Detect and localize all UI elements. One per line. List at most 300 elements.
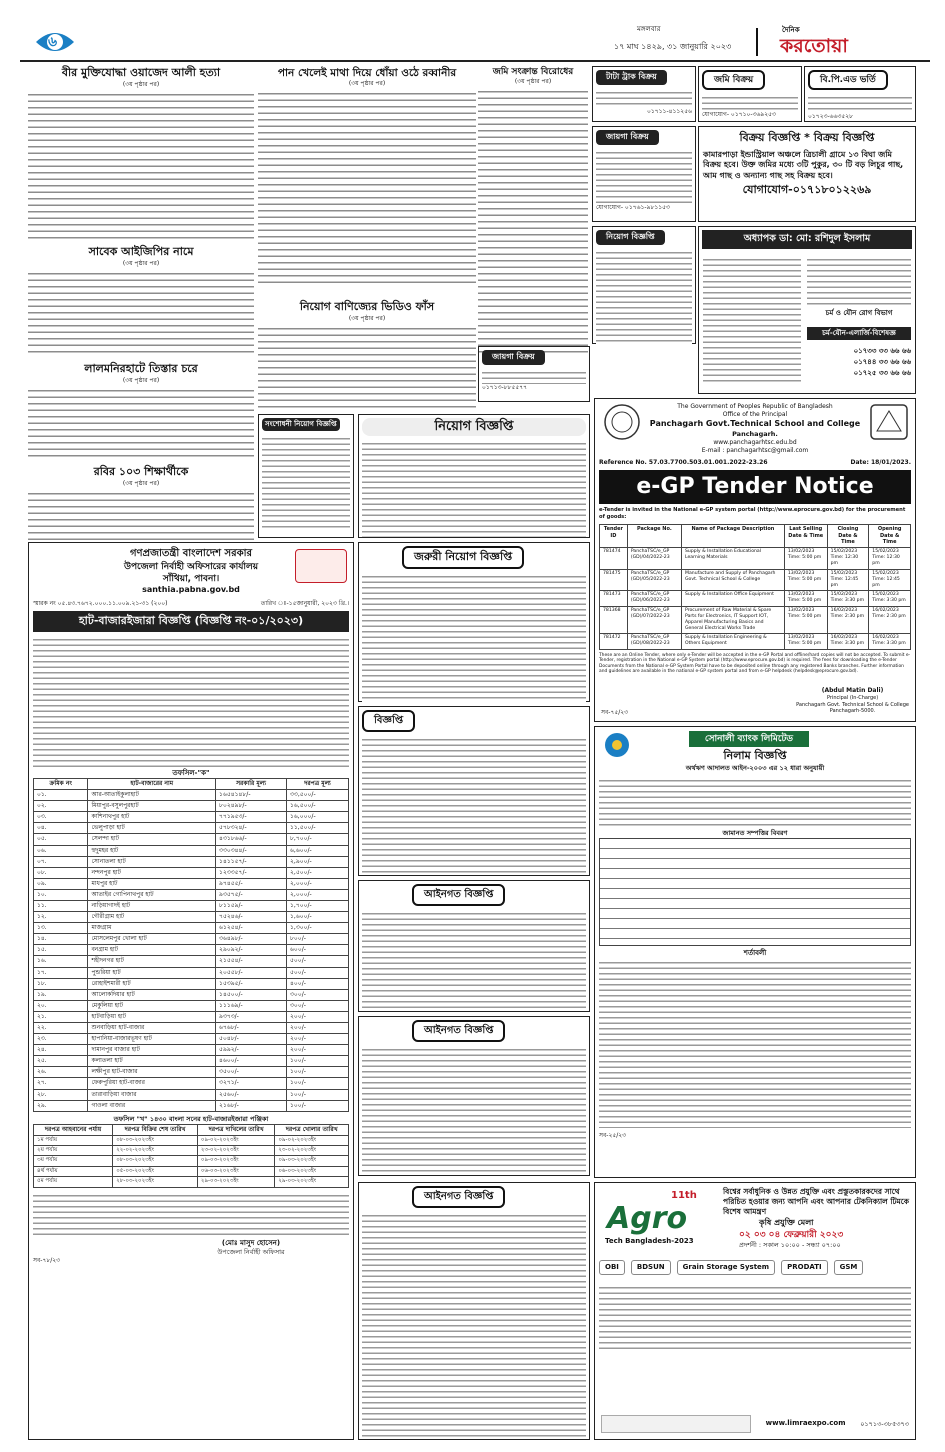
table-row xyxy=(34,1089,349,1100)
article-sub: (৩য় পৃষ্ঠার পর) xyxy=(122,376,160,384)
classified-title: বি.পি.এড ভর্তি xyxy=(808,70,888,90)
table-row xyxy=(34,801,349,812)
table-cell: ১০০/- xyxy=(287,1056,349,1067)
table-cell: ২৯-০৩-২০২৩ইং xyxy=(197,1177,274,1187)
legal-notice-1 xyxy=(358,880,590,1012)
notice-body xyxy=(33,635,349,767)
tender-email: E-mail : panchagarhtsc@gmail.com xyxy=(701,446,809,454)
auction-table-title: জামানত সম্পত্তির বিবরণ xyxy=(722,828,788,837)
school-logo-icon xyxy=(869,403,909,441)
table-cell: ৮১১৫৯/- xyxy=(216,900,287,911)
article-sub: (৩য় পৃষ্ঠার পর) xyxy=(122,479,160,487)
table-cell: ২০০/- xyxy=(287,1023,349,1034)
table-cell: PanchaTSC/e_GP (GD)/06/2022-23 xyxy=(627,591,681,606)
ad-title: জরুরী নিয়োগ বিজ্ঞপ্তি xyxy=(402,546,524,569)
sponsor-logo: GSM xyxy=(834,1260,864,1275)
table-cell: Supply & Installation Office Equipment xyxy=(682,591,785,606)
table-cell: PanchaTSC/e_GP (GD)/07/2022-23 xyxy=(627,606,681,634)
recruitment-main-ad xyxy=(358,414,590,538)
office-website: santhia.pabna.gov.bd xyxy=(142,584,240,594)
table-cell: ফেরুপুরিয়া হাট-বাজার xyxy=(88,1078,216,1089)
article-body xyxy=(28,488,254,540)
legal-notice-3 xyxy=(358,1182,590,1440)
classified-recruitment xyxy=(592,226,696,344)
table-cell: 15/02/2023 Time: 3:30 pm xyxy=(869,591,911,606)
doctor-dept: চর্ম ও যৌন রোগ বিভাগ xyxy=(825,309,893,317)
classified-body xyxy=(702,93,798,111)
article-body xyxy=(28,268,254,356)
article-sub: (৩য় পৃষ্ঠার পর) xyxy=(514,78,552,86)
notice-ad xyxy=(358,706,590,876)
table-cell: ০৩. xyxy=(34,812,88,823)
table-row xyxy=(34,1045,349,1056)
signature-role: উপজেলা নির্বাহী অফিসার xyxy=(217,1248,285,1257)
table-cell: ১৪. xyxy=(34,934,88,945)
banner-title: বিক্রয় বিজ্ঞপ্তি * বিক্রয় বিজ্ঞপ্তি xyxy=(739,131,875,144)
sponsor-logo: PRODATI xyxy=(781,1260,828,1275)
table-cell: লক্ষীপুর হাট-বাজার xyxy=(88,1067,216,1078)
agro-logos xyxy=(601,1415,751,1433)
hat-bazar-notice xyxy=(28,542,354,1440)
table-row xyxy=(34,856,349,867)
auction-title: নিলাম বিজ্ঞপ্তি xyxy=(723,749,787,763)
table-cell: ০১. xyxy=(34,790,88,801)
page-number: ৬ xyxy=(48,34,58,50)
table-cell: ২৯০৯২/- xyxy=(216,945,287,956)
table-cell: বনগ্রাম হাট xyxy=(88,945,216,956)
table-cell: ৬০০/- xyxy=(287,945,349,956)
tender-footer: These are an Online Tender, where only e-Tender will be accepted in the e-GP Portal and offline/hard copies will not be accepted. To submit e-Tender, registration in the National e-GP System portal (http://www.eprocure.gov.bd) is required. The fees for downloading the e-Tender Documents from the National e-GP System Portal have to be deposited online through any registered Banks branches. Further information and guidelines are available in the national e-GP system portal and from e-GP helpdesk (helpdesk@eprocure.gov.bd). xyxy=(599,652,911,675)
table-cell: 781368 xyxy=(600,606,628,634)
table-cell: Manufacture and Supply of Panchagarh Govt. Technical School & College xyxy=(682,569,785,591)
table-cell: ২,০০০/- xyxy=(287,889,349,900)
tender-sign-school: Panchagarh Govt. Technical School & College xyxy=(796,701,909,708)
table-cell: ২২. xyxy=(34,1023,88,1034)
egp-tender-notice xyxy=(594,398,916,722)
table-row xyxy=(600,606,911,634)
table-cell: গৌরীগ্রাম হাট xyxy=(88,912,216,923)
issue-date: ১৭ মাঘ ১৪২৯, ৩১ জানুয়ারি ২০২৩ xyxy=(614,42,732,51)
notice-footer-body xyxy=(33,1191,349,1235)
table-cell: ১,৩০০/- xyxy=(287,923,349,934)
article-sub: (৩য় পৃষ্ঠার পর) xyxy=(348,80,386,88)
memo-number: স্মারক নং ০৫.৪৩.৭৬৭২.০০০.১১.০০৯.২১-৩১ (২০০) xyxy=(33,599,168,607)
classified-phone: ০১৭২৩-৬৬৩৫২৮ xyxy=(808,113,854,121)
agro-brand xyxy=(601,1187,719,1251)
doctor-specialty: চর্ম-যৌন-এলার্জি-বিশেষজ্ঞ xyxy=(807,327,911,340)
banner-sale-notice xyxy=(698,126,916,222)
table-cell: ১৮. xyxy=(34,978,88,989)
table-cell: কাশিনাথপুর হাট xyxy=(88,812,216,823)
ad-body xyxy=(362,1045,586,1175)
table-cell: ১৯. xyxy=(34,989,88,1000)
table-cell: 13/02/2023 Time: 5:00 pm xyxy=(784,591,827,606)
table-cell: নাড়িয়াগাদই হাট xyxy=(88,900,216,911)
table-cell: হাপানিয়া-বাজারভূষণ হাট xyxy=(88,1034,216,1045)
table-cell: Supply & Installation Engineering & Others Equipment xyxy=(682,634,785,649)
table-row xyxy=(34,878,349,889)
table-cell: ১১. xyxy=(34,900,88,911)
col-header: সরকারি মূল্য xyxy=(216,778,287,789)
ad-code: সব-২৫/২৩ xyxy=(599,1131,627,1139)
article-title: জমি সংক্রান্ত বিরোধের xyxy=(492,67,574,77)
table-cell: 16/02/2023 Time: 2:30 pm xyxy=(827,606,869,634)
tender-date: Date: 18/01/2023. xyxy=(850,458,911,466)
tender-office: Office of the Principal xyxy=(722,411,788,419)
table-cell: ২৬. xyxy=(34,1067,88,1078)
table-row xyxy=(34,1135,349,1145)
table-row xyxy=(34,912,349,923)
col-header: Tender ID xyxy=(600,524,628,547)
notice-title: হাট-বাজারইজারা বিজ্ঞপ্তি (বিজ্ঞপ্তি নং-০১/২০২৩) xyxy=(33,611,349,632)
table-row xyxy=(34,900,349,911)
table-cell: ০৯-০৩-২০২৩ইং xyxy=(197,1156,274,1166)
col-header: Package No. xyxy=(627,524,681,547)
table-cell: হাটবাড়িয়া হাট xyxy=(88,1011,216,1022)
sponsor-logo: OBI xyxy=(599,1260,625,1275)
doctor-phone: ০১৭২৫ ৩৩ ৬৬ ৬৬ xyxy=(853,369,911,377)
table-cell: ৬১২৫৪/- xyxy=(216,923,287,934)
table-cell: শুনবাড়িয়া হাট-বাজার xyxy=(88,1023,216,1034)
col-header: Opening Date & Time xyxy=(869,524,911,547)
table-cell: মোসলেমপুর খোলা হাট xyxy=(88,934,216,945)
table-cell: সেলন্দা হাট xyxy=(88,834,216,845)
amendment-recruitment-ad xyxy=(258,414,354,538)
tender-ref: Reference No. 57.03.7700.503.01.001.2022-23.26 xyxy=(599,458,768,466)
doctor-phone: ০১৭৪৪ ৩৩ ৬৬ ৬৬ xyxy=(853,358,911,366)
table-cell: ৫০০/- xyxy=(287,956,349,967)
table-cell: ১,৬০০/- xyxy=(287,912,349,923)
table-cell: সোনাতলা হাট xyxy=(88,856,216,867)
table-cell: ১০০/- xyxy=(287,1100,349,1111)
table-cell: ২৯-০৩-২০২৩ইং xyxy=(275,1177,349,1187)
table-cell: ১২৩৩৫৭/- xyxy=(216,867,287,878)
table-cell: দামানপুর বাজার হাট xyxy=(88,1045,216,1056)
classified-title: নিয়োগ বিজ্ঞপ্তি xyxy=(596,230,665,245)
news-column-middle xyxy=(258,66,476,304)
table-row xyxy=(34,1177,349,1187)
table-cell: ৫৭৮৩২৪/- xyxy=(216,823,287,834)
table-cell: মাধপুর হাট xyxy=(88,878,216,889)
table-cell: ৭৭১৯৫৩/- xyxy=(216,812,287,823)
table-cell: ২০. xyxy=(34,1000,88,1011)
mujib-logo xyxy=(295,549,347,583)
ad-body xyxy=(262,434,350,528)
table-cell: 13/02/2023 Time: 5:00 pm xyxy=(784,606,827,634)
tender-table xyxy=(599,524,911,650)
table-row xyxy=(34,1166,349,1176)
table-cell: ৮,৭০০/- xyxy=(287,834,349,845)
tender-signature: (Abdul Matin Dali) xyxy=(821,686,884,694)
sponsor-logo: Grain Storage System xyxy=(677,1260,775,1275)
table-cell: শহীদনগর হাট xyxy=(88,956,216,967)
gov-name: গণপ্রজাতন্ত্রী বাংলাদেশ সরকার xyxy=(130,548,252,559)
table-row xyxy=(34,867,349,878)
table-cell: 15/02/2023 Time: 12:30 pm xyxy=(827,548,869,570)
table-cell: ৩৫০০/- xyxy=(216,1067,287,1078)
table-cell: ০৯-০২-২০২৩ইং xyxy=(197,1135,274,1145)
doctor-body xyxy=(703,255,801,385)
classified-phone: ০১৭১৩-৮৮৫৫৭৭ xyxy=(482,383,528,391)
table-cell: ১৭. xyxy=(34,967,88,978)
table-row xyxy=(34,967,349,978)
table-row xyxy=(34,934,349,945)
tender-web: www.panchagarhtsc.edu.bd xyxy=(713,438,797,446)
article-body xyxy=(28,385,254,459)
table-cell: ৫০০/- xyxy=(287,967,349,978)
table-caption: তফসিল-"ক" xyxy=(172,768,210,777)
table-cell: ২০০/- xyxy=(287,1011,349,1022)
article-title: নিয়োগ বাণিজ্যের ভিডিও ফাঁস xyxy=(299,300,435,313)
table-row xyxy=(34,1100,349,1111)
table-cell: ১,৭০০/- xyxy=(287,900,349,911)
table-cell: ০৯-০৩-২০২৩ইং xyxy=(275,1156,349,1166)
table-cell: ২,০০০/- xyxy=(287,878,349,889)
office-name: উপজেলা নির্বাহী অফিসারের কার্যালয় xyxy=(123,561,259,572)
table-cell: ০৬. xyxy=(34,845,88,856)
table-cell: মিয়াপুর-বসুলপুরহাট xyxy=(88,801,216,812)
table-cell: 15/02/2023 Time: 12:30 pm xyxy=(869,548,911,570)
col-header: দরপত্র দাখিলের তারিখ xyxy=(197,1124,274,1135)
table-cell: ৪র্থ পর্যায় xyxy=(34,1166,113,1176)
article-body xyxy=(478,86,588,356)
hat-table xyxy=(33,778,349,1112)
table-row xyxy=(34,1000,349,1011)
ad-title: বিজ্ঞপ্তি xyxy=(362,710,415,732)
table-cell: হুদুমহর হাট xyxy=(88,845,216,856)
table-row xyxy=(34,978,349,989)
table-cell: ১৫৩৯৫/- xyxy=(216,978,287,989)
table-cell: ২৩-০২-২০২৩ইং xyxy=(275,1146,349,1156)
bank-name: সোনালী ব্যাংক লিমিটেড xyxy=(689,731,809,747)
article-sub: (৩য় পৃষ্ঠার পর) xyxy=(122,259,160,267)
table-cell: 781475 xyxy=(600,569,628,591)
sponsor-logo: BDSUN xyxy=(631,1260,671,1275)
table-cell: 15/02/2023 Time: 3:30 pm xyxy=(827,591,869,606)
article-title: বীর মুক্তিযোদ্ধা ওয়াজেদ আলী হত্যা xyxy=(61,66,221,79)
table-cell: 781473 xyxy=(600,591,628,606)
article-body xyxy=(258,323,476,411)
table-cell: মাজগ্রাম xyxy=(88,923,216,934)
table-cell: আর-আতাইকুলাহাট xyxy=(88,790,216,801)
agro-time: প্রদর্শনী : সকাল ১০:০০ - সন্ধ্যা ০৭:০০ xyxy=(739,1241,841,1250)
table-cell: ৩০০/- xyxy=(287,1000,349,1011)
ad-code: সব-৭৫/২৩ xyxy=(601,708,629,716)
table-cell: ২৩-০২-২০২৩ইং xyxy=(197,1146,274,1156)
table-cell: ১০. xyxy=(34,889,88,900)
table-cell: ১ম পর্যায় xyxy=(34,1135,113,1145)
classified-title: জমি বিক্রয় xyxy=(702,70,765,90)
tender-intro: e-Tender is invited in the National e-GP system portal (http://www.eprocure.gov.bd) for the procurement of goods: xyxy=(599,506,906,520)
agro-subtitle: Tech Bangladesh-2023 xyxy=(605,1237,694,1245)
table-cell: ২৩. xyxy=(34,1034,88,1045)
table-cell: ২৯. xyxy=(34,1100,88,1111)
banner-phone: যোগাযোগ-০১৭১৮০১২২৬৯ xyxy=(742,183,872,197)
col-header: দরপত্র মূল্য xyxy=(287,778,349,789)
table-cell: ১৪৫০০/- xyxy=(216,989,287,1000)
logo-prefix: দৈনিক xyxy=(782,26,800,34)
table-cell: ৮০২৪৯৮/- xyxy=(216,801,287,812)
table-cell: ০২. xyxy=(34,801,88,812)
office-place: সাঁথিয়া, পাবনা। xyxy=(162,573,220,584)
table-cell: ১৪১১৫৭/- xyxy=(216,856,287,867)
classified-title: জায়গা বিক্রয় xyxy=(596,130,659,145)
table-cell: PanchaTSC/e_GP (GD)/04/2022-23 xyxy=(627,548,681,570)
col-header: Last Selling Date & Time xyxy=(784,524,827,547)
table-cell: ২৫. xyxy=(34,1056,88,1067)
table-cell: ২০৫৫৮/- xyxy=(216,967,287,978)
table-row xyxy=(34,923,349,934)
schedule-table xyxy=(33,1124,349,1188)
table-cell: ২০০/- xyxy=(287,1034,349,1045)
table-cell: ১৬,৫০০/- xyxy=(287,801,349,812)
table-cell: 13/02/2023 Time: 5:00 pm xyxy=(784,569,827,591)
table-cell: ২১৫৫৪/- xyxy=(216,956,287,967)
memo-date: তারিখ ঃ-১৫জানুয়ারী, ২০২৩ খ্রি.। xyxy=(260,599,349,607)
col-header: হাট-বাজারের নাম xyxy=(88,778,216,789)
table-cell: Supply & Installation Educational Learning Materials xyxy=(682,548,785,570)
table-row xyxy=(34,1067,349,1078)
table-cell: ২য় পর্যায় xyxy=(34,1146,113,1156)
classified-land-sale xyxy=(698,66,802,122)
col-header: দরপত্র বিক্রির শেষ তারিখ xyxy=(113,1124,198,1135)
table-cell: PanchaTSC/e_GP (GD)/05/2022-23 xyxy=(627,569,681,591)
table-cell: ২২-০২-২০২৩ইং xyxy=(113,1146,198,1156)
signature: (মোঃ মাসুদ হোসেন) xyxy=(221,1238,281,1247)
classified-body xyxy=(596,148,692,204)
table-cell: ৩৩০৩৪৪/- xyxy=(216,845,287,856)
table-row xyxy=(34,812,349,823)
article-title: রবির ১০৩ শিক্ষার্থীকে xyxy=(93,464,189,478)
classified-phone: যোগাযোগ- ০১৭৬১-৯৮১১৫৩ xyxy=(596,203,670,211)
table-row xyxy=(34,834,349,845)
table-cell: ১০০/- xyxy=(287,1067,349,1078)
tender-gov: The Government of Peoples Republic of Bangladesh xyxy=(677,403,833,410)
banner-body: কামারপাড়া ইন্ডাস্ট্রিয়াল অঞ্চলে ত্রিচালী গ্রামে ১৩ বিঘা জমি বিক্রয় হবে। উক্ত জমির মধ্যে ৩টি পুকুর, ৩০ টি বড় লিচুর গাছ, আম গাছ ও অন্যান্য গাছ সহ বিক্রয় হবে। xyxy=(703,149,904,180)
table-cell: 16/02/2023 Time: 3:30 pm xyxy=(827,634,869,649)
table-row xyxy=(34,1078,349,1089)
table-cell: পুন্ডরিয়া হাট xyxy=(88,967,216,978)
table-cell: ৬৭৬৮/- xyxy=(216,1023,287,1034)
table-cell: ১৬. xyxy=(34,956,88,967)
table-cell: ৪৬০০/- xyxy=(216,1056,287,1067)
ad-title: আইনগত বিজ্ঞপ্তি xyxy=(412,884,505,906)
ad-title: সংশোধনী নিয়োগ বিজ্ঞপ্তি xyxy=(262,418,340,431)
table-cell: ১৬,০০০/- xyxy=(287,812,349,823)
col-header: Closing Date & Time xyxy=(827,524,869,547)
table-cell: ১১,৫০০/- xyxy=(287,823,349,834)
agro-phone: ০১৭১৩-৩৮৫৩৭৩ xyxy=(860,1419,909,1428)
agro-edition: 11th xyxy=(671,1190,697,1201)
ad-title: আইনগত বিজ্ঞপ্তি xyxy=(412,1186,505,1208)
agro-dates: ০২ ০৩ ০৪ ফেব্রুয়ারী ২০২৩ xyxy=(739,1230,844,1241)
doctor-phone: ০১৭৩৩ ৩৩ ৬৬ ৬৬ xyxy=(853,347,911,355)
col-header: দরপত্র খোলার তারিখ xyxy=(275,1124,349,1135)
doctor-ad xyxy=(698,226,916,394)
classified-body xyxy=(482,368,586,384)
table-cell: ৯৩৫৭৫/- xyxy=(216,889,287,900)
classified-body xyxy=(808,93,912,113)
auction-body xyxy=(599,776,911,826)
classified-phone: ০১৭১১-৪১১২৫৬ xyxy=(646,107,692,115)
table-cell: ৭৫২৪৬/- xyxy=(216,912,287,923)
article-title: লালমনিরহাটে তিস্তার চরে xyxy=(84,361,198,375)
table-row xyxy=(34,1146,349,1156)
table-row xyxy=(34,823,349,834)
auction-sub: অর্থঋণ আদালত আইন-২০০৩ এর ১২ ধারা অনুযায়ী xyxy=(685,763,825,772)
agro-body xyxy=(599,1283,911,1353)
tender-title: e-GP Tender Notice xyxy=(599,470,911,504)
table-cell: রোহাইশমারী হাট xyxy=(88,978,216,989)
bank-logo-icon xyxy=(603,731,631,759)
table-cell: ০৮-০৩-২০২৩ইং xyxy=(113,1156,198,1166)
table-cell: PanchaTSC/e_GP (GD)/08/2022-23 xyxy=(627,634,681,649)
table-cell: ০৫. xyxy=(34,834,88,845)
tender-school: Panchagarh Govt.Technical School and College xyxy=(649,419,861,429)
table-row xyxy=(600,569,911,591)
table-cell: আলোকদিয়ার হাট xyxy=(88,989,216,1000)
table-cell: ভেলুপাড়া হাট xyxy=(88,823,216,834)
legal-notice-2 xyxy=(358,1016,590,1176)
table-cell: আতাইর গোপিনাথপুর হাট xyxy=(88,889,216,900)
table-cell: ১২. xyxy=(34,912,88,923)
table-cell: ০৪. xyxy=(34,823,88,834)
table-cell: কলাতলা হাট xyxy=(88,1056,216,1067)
news-column-left xyxy=(28,66,254,536)
table-cell: ৫ম পর্যায় xyxy=(34,1177,113,1187)
classified-place-sale xyxy=(592,126,696,222)
agro-link[interactable]: www.limraexpo.com xyxy=(765,1419,846,1428)
table-cell: গাওলা বাজার xyxy=(88,1100,216,1111)
table-cell: ২৪. xyxy=(34,1045,88,1056)
table-cell: ২,৯০০/- xyxy=(287,856,349,867)
news-column-right xyxy=(478,66,588,356)
gov-seal-icon xyxy=(603,403,641,441)
table-cell: 15/02/2023 Time: 12:45 pm xyxy=(869,569,911,591)
table-cell: ০৬-০৩-২০২৩ইং xyxy=(197,1166,274,1176)
table-cell: 13/02/2023 Time: 5:00 pm xyxy=(784,634,827,649)
ad-code: সব-৭৮/২৩ xyxy=(33,1256,61,1264)
newspaper-logo: করতোয়া xyxy=(780,35,848,57)
table-cell: ১১১৬৯/- xyxy=(216,1000,287,1011)
table-cell: ৫০৪৮/- xyxy=(216,1034,287,1045)
tender-location: Panchagarh. xyxy=(732,429,778,438)
article-sub: (৩য় পৃষ্ঠার পর) xyxy=(348,314,386,322)
table-cell: ৪৩১৮৬৬/- xyxy=(216,834,287,845)
table-cell: ০৬-০৩-২০২৩ইং xyxy=(275,1166,349,1176)
ad-body xyxy=(362,439,586,537)
table-row xyxy=(34,845,349,856)
table-cell: ০৯-০২-২০২৩ইং xyxy=(275,1135,349,1145)
ad-title: আইনগত বিজ্ঞপ্তি xyxy=(412,1020,505,1042)
tender-sign-role: Principal (In-Charge) xyxy=(826,694,879,701)
table-row xyxy=(600,548,911,570)
article-sub: (৩য় পৃষ্ঠার পর) xyxy=(122,80,160,88)
issue-day: মঙ্গলবার xyxy=(637,25,661,33)
table-cell: ২৭. xyxy=(34,1078,88,1089)
classified-tata-truck xyxy=(592,66,696,122)
ad-title: নিয়োগ বিজ্ঞপ্তি xyxy=(362,418,586,436)
table-cell: ২০০/- xyxy=(287,1045,349,1056)
auction-conditions xyxy=(599,958,911,1128)
article-body xyxy=(258,88,476,288)
table-cell: ২৮. xyxy=(34,1089,88,1100)
table-cell: ৮০০/- xyxy=(287,934,349,945)
table-cell: মেকুলিয়া হাট xyxy=(88,1000,216,1011)
classified-bped-admission xyxy=(804,66,916,122)
urgent-recruitment-ad xyxy=(358,542,590,702)
schedule-caption: তফসিল "খ" ১৪৩০ বাংলা সনের হাট-বাজারইজারা পঞ্জিকা xyxy=(113,1114,269,1123)
